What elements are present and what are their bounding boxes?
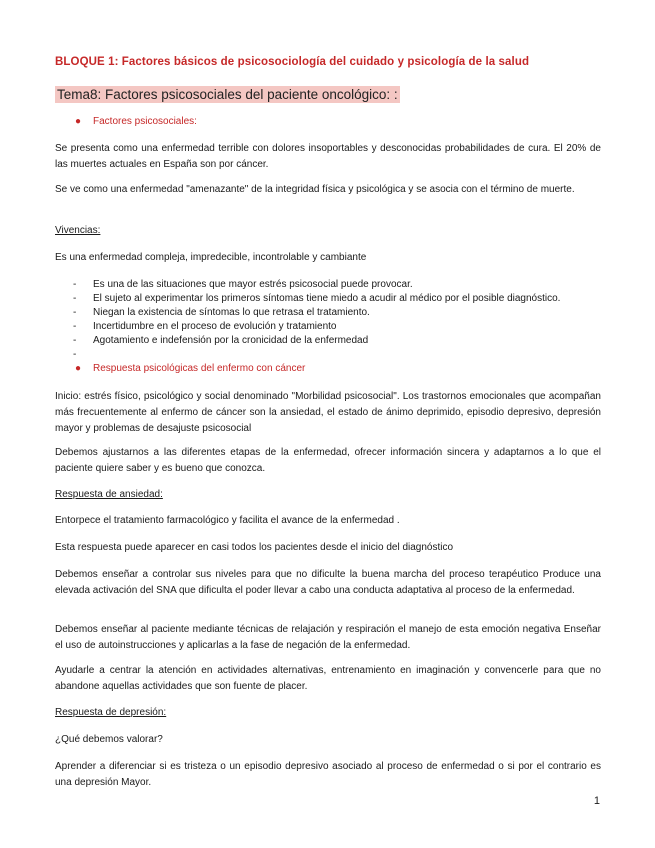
list-item: - El sujeto al experimentar los primeros síntomas tiene miedo a acudir al médico por el posible diagnóstico.: [73, 293, 561, 304]
list-item: - Agotamiento e indefensión por la cronicidad de la enfermedad: [73, 335, 369, 346]
paragraph: Debemos enseñar a controlar sus niveles para que no dificulte la buena marcha del proceso terapéutico Produce una elevada activación del SNA que dificulta el poder llevar a cabo una conducta adaptativa al proceso de la enfermedad.: [55, 569, 601, 596]
section-heading-vivencias: Vivencias:: [55, 225, 101, 236]
list-item: - Niegan la existencia de síntomas lo que retrasa el tratamiento.: [73, 307, 370, 318]
paragraph: Esta respuesta puede aparecer en casi todos los pacientes desde el inicio del diagnóstico: [55, 542, 454, 553]
block-title: BLOQUE 1: Factores básicos de psicosociología del cuidado y psicología de la salud: [55, 56, 530, 68]
paragraph: Debemos enseñar al paciente mediante técnicas de relajación y respiración el manejo de esta emoción negativa Enseñar el uso de autoinstrucciones y aplicarlas a la fase de negación de la enfermedad.: [55, 624, 601, 651]
page-number: 1: [593, 795, 600, 807]
bullet-dot-icon: ●: [75, 116, 82, 127]
bullet-respuesta: ● Respuesta psicológicas del enfermo con cáncer: [75, 363, 306, 374]
topic-title: Tema8: Factores psicosociales del paciente oncológico: :: [57, 87, 398, 102]
paragraph: Ayudarle a centrar la atención en actividades alternativas, entrenamiento en imaginación y convencerle para que no abandone aquellas actividades que son fuente de placer.: [55, 665, 601, 692]
paragraph: Es una enfermedad compleja, impredecible, incontrolable y cambiante: [55, 252, 367, 263]
paragraph: Se presenta como una enfermedad terrible con dolores insoportables y desconocidas probabilidades de cura. El 20% de las muertes actuales en España son por cáncer.: [55, 143, 601, 170]
vivencias-list: [73, 278, 603, 362]
list-item: - Incertidumbre en el proceso de evolución y tratamiento: [73, 321, 337, 332]
list-item: -: [73, 349, 77, 360]
section-heading-depresion: Respuesta de depresión:: [55, 707, 167, 718]
section-heading-ansiedad: Respuesta de ansiedad:: [55, 489, 163, 500]
bullet-factores: ● Factores psicosociales:: [75, 116, 197, 127]
paragraph: Inicio: estrés físico, psicológico y social denominado "Morbilidad psicosocial". Los trastornos emocionales que acompañan más frecuentemente al enfermo de cáncer son la ansiedad, el estado de ánimo deprimido, episodio depresivo, depresión mayor y problemas de desajuste psicosocial: [55, 391, 601, 434]
paragraph: ¿Qué debemos valorar?: [55, 734, 163, 745]
paragraph: Se ve como una enfermedad "amenazante" de la integridad física y psicológica y se asocia con el término de muerte.: [55, 184, 575, 195]
paragraph: Aprender a diferenciar si es tristeza o un episodio depresivo asociado al proceso de enfermedad o si por el contrario es una depresión Mayor.: [55, 761, 601, 788]
list-item: - Es una de las situaciones que mayor estrés psicosocial puede provocar.: [73, 279, 413, 290]
bullet-dot-icon: ●: [75, 363, 82, 374]
paragraph: Debemos ajustarnos a las diferentes etapas de la enfermedad, ofrecer información sincera y adaptarnos a lo que el paciente quiere saber y es bueno que conozca.: [55, 447, 601, 474]
paragraph: Entorpece el tratamiento farmacológico y facilita el avance de la enfermedad .: [55, 515, 400, 526]
